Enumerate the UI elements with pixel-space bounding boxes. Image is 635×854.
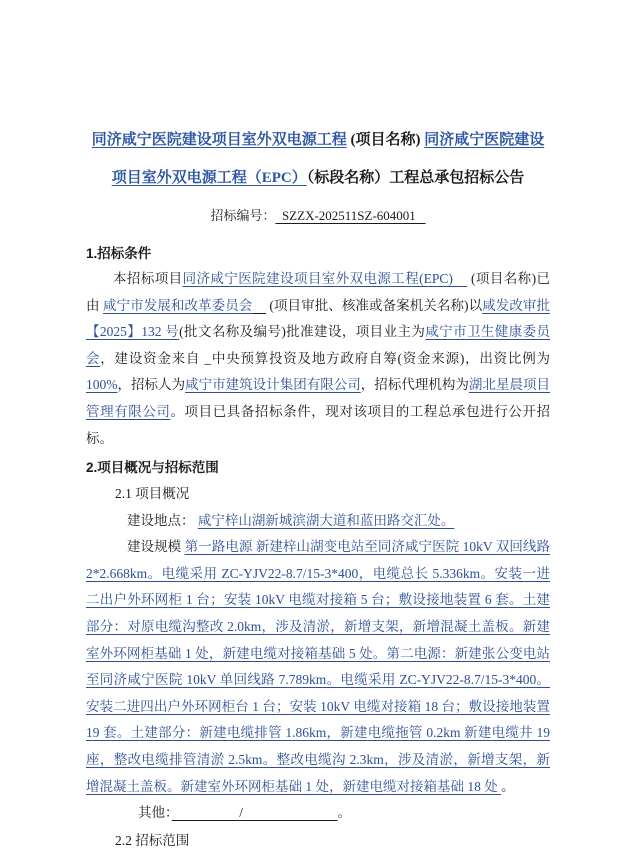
section-2-heading: 2.项目概况与招标范围 xyxy=(86,460,219,476)
text-run: 第一路电源 新建梓山湖变电站至同济咸宁医院 10kV 双回线路 2*2.668km。电缆采用 ZC-YJV22-8.7/15-3*400，电缆总长 5.336km。安装一进二出户外环网柜 1 台；安装 10kV 电缆对接箱 5 台；敷设接地装置 6 套。土建部分：对原电缆沟整改 2.0km，涉及清淤，新增支架，新增混凝土盖板。新建室外环网柜基础 1 处，新建电缆对接箱基础 5 处。第二电源：新建张公变电站至同济咸宁医院 10kV 单回线路 7.789km。电缆采用 ZC-YJV22-8.7/15-3*400。安装二进四出户外环网柜台 1 台；安装 10kV 电缆对接箱 18 台；敷设接地装置 19 套。土建部分：新建电缆排管 1.86km，新建电缆拖管 0.2km 新建电缆井 19 座，整改电缆排管清淤 2.5km。整改电缆沟 2.3km，涉及清淤，新增支架，新增混凝土盖板。新建室外环网柜基础 1 处，新建电缆对接箱基础 18 处 xyxy=(86,539,550,794)
text-run: 建设地点： xyxy=(127,512,198,528)
document-title xyxy=(86,122,550,197)
text-run: 同济咸宁医院建设项目室外双电源工程(EPC) xyxy=(182,271,468,286)
text-run: 工程总承包招标公告 xyxy=(389,169,525,186)
text-run: ，招标代理机构为 xyxy=(360,377,469,393)
text-run: 建设规模 xyxy=(127,539,185,555)
text-run: 100% xyxy=(86,377,118,393)
text-run: (项目名称)已由 xyxy=(86,271,550,313)
text-run: 咸宁市卫生健康委员会 xyxy=(86,324,550,366)
text-run: (批文名称及编号)批准建设，项目业主为 xyxy=(179,324,426,340)
text-run: 招标编号： xyxy=(210,208,276,223)
text-run: 本招标项目 xyxy=(113,271,183,286)
text-run: 湖北星晨项目管理有限公司 xyxy=(86,377,550,419)
text-run xyxy=(252,298,266,313)
other-field-line xyxy=(86,800,550,827)
text-run: (项目名称) xyxy=(346,132,425,148)
text-run: （标段名称） xyxy=(306,170,390,186)
text-run: 咸宁梓山湖新城滨湖大道和蓝田路交汇处。 xyxy=(197,512,455,528)
section-1-heading: 1.招标条件 xyxy=(86,246,152,261)
text-run: SZZX-202511SZ-604001 xyxy=(275,208,426,223)
text-run: 同济咸宁医院建设项目室外双电源工程（EPC） xyxy=(111,132,545,186)
text-run: ，招标人为 xyxy=(117,377,186,393)
text-run: 。项目已具备招标条件，现对该项目的工程总承包进行公开招标。 xyxy=(86,403,550,446)
construction-scale-paragraph xyxy=(86,534,550,800)
text-run: 咸宁市发展和改革委员会 xyxy=(103,297,253,313)
subsection-2-2-heading: 2.2 招标范围 xyxy=(115,832,190,848)
text-run: (项目审批、核准或备案机关名称)以 xyxy=(265,297,483,313)
text-run: 其他： xyxy=(138,805,172,821)
construction-location-line xyxy=(86,508,550,535)
text-run: 。 xyxy=(337,805,352,821)
subsection-2-1-heading: 2.1 项目概况 xyxy=(115,486,190,502)
text-run: ，建设资金来自 _中央预算投资及地方政府自筹(资金来源)，出资比例为 xyxy=(100,350,550,366)
text-run: 咸发改审批【2025】132 号 xyxy=(86,297,551,340)
text-run: / xyxy=(171,805,338,821)
text-run: 同济咸宁医院建设项目室外双电源工程 xyxy=(91,132,347,148)
tender-number-line xyxy=(86,205,550,227)
section-1-paragraph xyxy=(86,266,550,452)
text-run: 。 xyxy=(501,778,515,794)
text-run: 咸宁市建筑设计集团有限公司 xyxy=(185,377,361,393)
